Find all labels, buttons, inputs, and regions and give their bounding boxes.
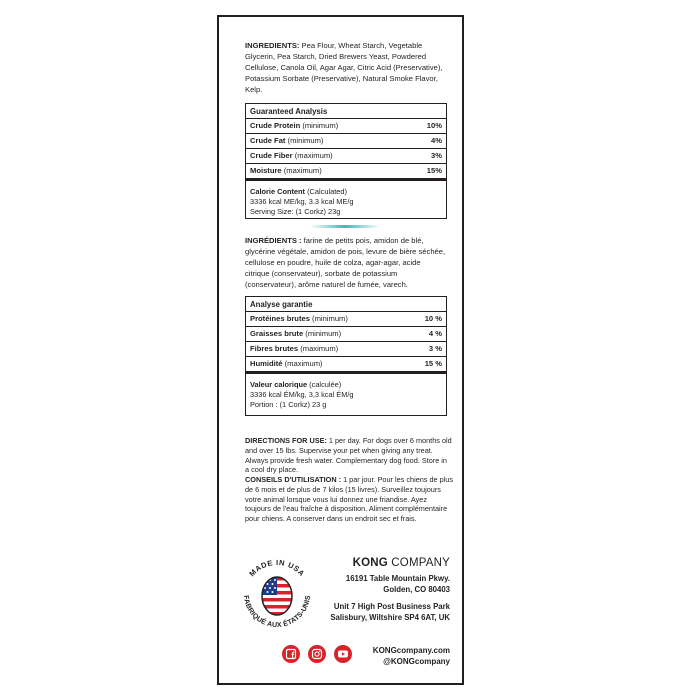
table-row: Crude Fiber (maximum) 3% [246, 149, 446, 164]
table-row: Protéines brutes (minimum) 10 % [246, 312, 446, 327]
analysis-fr-title: Analyse garantie [246, 297, 446, 312]
calorie-line-fr: 3336 kcal ÉM/kg, 3,3 kcal ÉM/g [250, 390, 354, 399]
svg-text:MADE IN USA: MADE IN USA [247, 557, 307, 579]
calorie-line-en: 3336 kcal ME/kg, 3.3 kcal ME/g [250, 197, 354, 206]
facebook-icon[interactable] [282, 645, 300, 663]
address-us-line2: Golden, CO 80403 [383, 585, 450, 594]
serving-size-en: Serving Size: (1 Corkz) 23g [250, 207, 341, 216]
directions-en-heading: DIRECTIONS FOR USE: [245, 436, 327, 445]
accent-divider [310, 225, 380, 228]
ingredients-fr-text: farine de petits pois, amidon de blé, glycérine végétale, amidon de pois, levure de bière séchée, cellulose en poudre, huile de colza, agar-agar, acide citrique (conservateur), sorbate de potassium (conservateur), arôme naturel de fumée, varech. [245, 236, 446, 290]
calorie-content-en: Calorie Content (Calculated) 3336 kcal ME/kg, 3.3 kcal ME/g Serving Size: (1 Corkz) 23g [246, 181, 446, 221]
company-name: KONG COMPANY [352, 557, 450, 569]
guaranteed-analysis-fr [245, 296, 447, 416]
ingredients-en-text: Pea Flour, Wheat Starch, Vegetable Glycerin, Pea Starch, Dried Brewers Yeast, Powdered Cellulose, Canola Oil, Agar Agar, Citric Acid (Preservative), Potassium Sorbate (Preservative), Natural Smoke Flavor, Kelp. [245, 41, 443, 95]
address-uk-line2: Salisbury, Wiltshire SP4 6AT, UK [330, 613, 450, 622]
ingredients-en-heading: INGREDIENTS: [245, 41, 300, 50]
table-row: Fibres brutes (maximum) 3 % [246, 342, 446, 357]
guaranteed-analysis-en [245, 103, 447, 219]
directions-fr [245, 475, 453, 524]
table-row: Humidité (maximum) 15 % [250, 359, 442, 368]
table-row: Crude Fat (minimum) 4% [246, 134, 446, 149]
directions-fr-heading: CONSEILS D'UTILISATION : [245, 475, 342, 484]
web-contact [355, 645, 450, 667]
instagram-icon[interactable] [308, 645, 326, 663]
directions-fr-text: 1 par jour. Pour les chiens de plus de 6 mois et de plus de 7 kilos (15 livres). Surveillez toujours votre animal lorsque vous lui donnez une friandise. Ayez toujours de l'eau fraîche à disposition. Aliment complémentaire pour chiens. A conserver dans un endroit sec et frais. [245, 475, 454, 524]
address-uk-line1: Unit 7 High Post Business Park [333, 602, 450, 611]
social-handle[interactable]: @KONGcompany [383, 657, 450, 666]
directions-en [245, 436, 453, 475]
serving-size-fr: Portion : (1 Corkz) 23 g [250, 400, 327, 409]
analysis-en-title: Guaranteed Analysis [246, 104, 446, 119]
analysis-fr-rows [246, 312, 446, 374]
ingredients-en [245, 40, 445, 95]
company-info [320, 556, 450, 623]
table-row: Graisses brute (minimum) 4 % [246, 327, 446, 342]
usa-flag-seal-icon [236, 556, 318, 636]
analysis-en-rows [246, 119, 446, 181]
table-row: Crude Protein (minimum) 10% [246, 119, 446, 134]
address-us-line1: 16191 Table Mountain Pkwy. [345, 574, 450, 583]
directions-en-text: 1 per day. For dogs over 6 months old and over 15 lbs. Supervise your pet when giving any treat. Always provide fresh water. Complementary dog food. Store in a cool dry place. [245, 436, 452, 475]
table-row: Moisture (maximum) 15% [250, 166, 442, 175]
website-link[interactable]: KONGcompany.com [372, 646, 450, 655]
ingredients-fr-heading: INGRÉDIENTS : [245, 236, 302, 245]
svg-text:FABRIQUÉ AUX ÉTATS-UNIS: FABRIQUÉ AUX ÉTATS-UNIS [241, 594, 313, 630]
made-in-usa-badge [236, 556, 318, 636]
calorie-content-fr: Valeur calorique (calculée) 3336 kcal ÉM/kg, 3,3 kcal ÉM/g Portion : (1 Corkz) 23 g [246, 374, 446, 414]
youtube-icon[interactable] [334, 645, 352, 663]
ingredients-fr [245, 235, 447, 290]
